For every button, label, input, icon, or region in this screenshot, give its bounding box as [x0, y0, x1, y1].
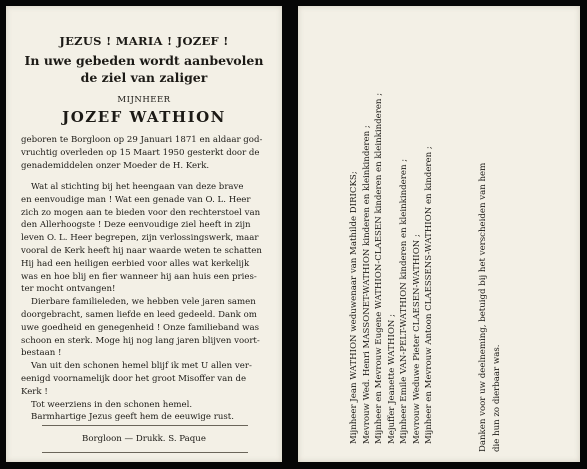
footer-divider	[42, 452, 248, 453]
footer-divider	[42, 425, 248, 426]
body-line: was en hoe blij en fier wanneer hij aan huis een pries-	[21, 271, 257, 282]
prayer-heading-line-2: de ziel van zaliger	[80, 70, 208, 85]
thanks-line: Danken voor uw deelneming, betuigd bij het verscheiden van hem	[478, 162, 488, 452]
bio-line: vruchtig overleden op 15 Maart 1950 gesterkt door de	[21, 147, 260, 158]
body-line: den Allerhoogste ! Deze eenvoudige ziel heeft in zijn	[21, 220, 251, 231]
body-line: leven O. L. Heer begrepen, zijn verlossingswerk, maar	[21, 233, 259, 244]
biography-paragraph	[21, 134, 271, 172]
body-line: Van uit den schonen hemel blijf ik met U allen ver-	[31, 361, 252, 372]
body-line: bestaan !	[21, 348, 62, 359]
body-line: Kerk !	[21, 386, 48, 397]
family-line: Mijnheer en Mevrouw Eugene WATHION-CLAESEN kinderen en kleinkinderen ;	[374, 92, 384, 444]
family-line: Mijnheer en Mevrouw Antoon CLAESSENS-WATHION en kinderen ;	[424, 146, 434, 444]
bio-line: genademiddelen onzer Moeder de H. Kerk.	[21, 160, 210, 171]
memorial-text	[21, 181, 271, 424]
left-memorial-card	[6, 6, 282, 462]
printer-credit: Borgloon — Drukk. S. Paque	[82, 434, 206, 444]
thanks-line: die hun zo dierbaar was.	[492, 344, 502, 452]
body-line: zich zo mogen aan te bieden voor den rechterstoel van	[21, 207, 261, 218]
body-line: doorgebracht, samen liefde en leed gedeeld. Dank om	[21, 309, 257, 320]
body-line: uwe goedheid en genegenheid ! Onze familieband was	[21, 322, 260, 333]
title-prefix: MIJNHEER	[117, 95, 171, 105]
body-line: eenigd voornamelijk door het groot Misoffer van de	[21, 373, 247, 384]
body-line: en eenvoudige man ! Wat een genade van O. L. Heer	[21, 194, 251, 205]
body-line: Barmhartige Jezus geeft hem de eeuwige rust.	[31, 412, 234, 423]
body-line: ter mocht ontvangen!	[21, 284, 116, 295]
body-line: schoon en sterk. Moge hij nog lang jaren blijven voort-	[21, 335, 260, 346]
body-line: vooral de Kerk heeft hij naar waarde weten te schatten	[21, 245, 262, 256]
body-line: Tot weerziens in den schonen hemel.	[31, 399, 193, 410]
family-line: Mevrouw Weduwe Pieter CLAESEN-WATHION ;	[411, 234, 422, 444]
body-line: Hij had een heiligen eerbied voor alles wat kerkelijk	[21, 258, 250, 269]
body-line: Wat al stichting bij het heengaan van deze brave	[31, 182, 244, 192]
invocation-heading: JEZUS ! MARIA ! JOZEF !	[59, 34, 229, 48]
family-line: Mijnheer Jean WATHION weduwenaar van Mathilde DIRICKS;	[349, 171, 359, 444]
family-line: Mejuffer Jeanette WATHION ;	[386, 313, 397, 444]
family-line: Mijnheer Emile VAN-PELT-WATHION kinderen en kleinkinderen ;	[399, 158, 409, 444]
right-memorial-card	[298, 6, 580, 462]
body-line: Dierbare familieleden, we hebben vele jaren samen	[31, 297, 256, 308]
family-list	[348, 34, 436, 444]
bio-line: geboren te Borgloon op 29 Januari 1871 en aldaar god-	[21, 135, 263, 145]
deceased-name: JOZEF WATHION	[62, 108, 226, 126]
prayer-heading-line-1: In uwe gebeden wordt aanbevolen	[24, 53, 264, 68]
family-line: Mevrouw Wed. Henri MASSONET-WATHION kinderen en kleinkinderen ;	[361, 125, 372, 444]
thanks-text	[476, 42, 504, 452]
